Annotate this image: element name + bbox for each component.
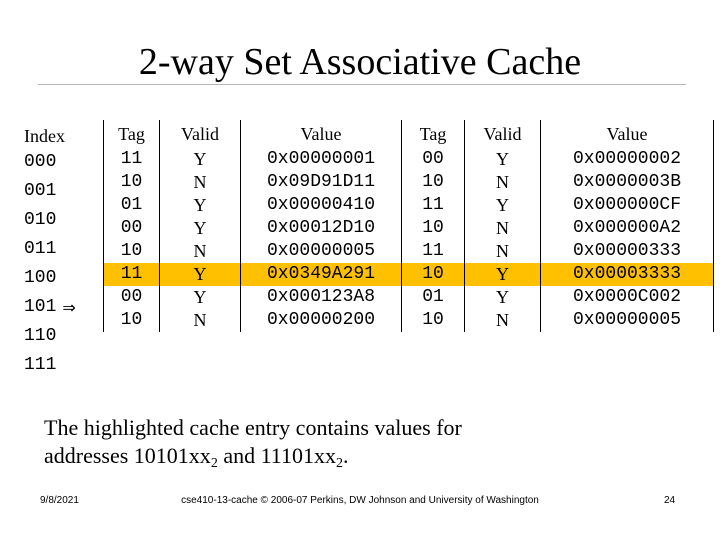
way2-valid: Y bbox=[465, 194, 541, 217]
slide-title: 2-way Set Associative Cache bbox=[138, 41, 582, 83]
way1-value: 0x00000005 bbox=[241, 240, 402, 263]
cache-row bbox=[104, 148, 714, 171]
way2-tag: 11 bbox=[402, 194, 465, 217]
way2-valid: Y bbox=[465, 148, 541, 171]
way1-tag: 11 bbox=[104, 148, 160, 171]
way2-tag: 10 bbox=[402, 217, 465, 240]
way2-valid: Y bbox=[465, 286, 541, 309]
cache-row bbox=[104, 194, 714, 217]
way2-tag-header: Tag bbox=[402, 120, 465, 148]
period: . bbox=[342, 443, 349, 468]
way1-valid: N bbox=[160, 171, 241, 194]
way2-valid: N bbox=[465, 309, 541, 332]
index-value: 011 bbox=[24, 239, 57, 259]
index-cell bbox=[24, 148, 104, 177]
title-underline bbox=[38, 84, 686, 85]
way1-value: 0x00000410 bbox=[241, 194, 402, 217]
address-2: and 11101xx bbox=[217, 443, 336, 468]
way2-valid: N bbox=[465, 240, 541, 263]
index-column bbox=[24, 124, 104, 380]
index-cell bbox=[24, 206, 104, 235]
way2-valid: Y bbox=[465, 263, 541, 286]
description-text bbox=[44, 414, 684, 478]
index-cell bbox=[24, 351, 104, 380]
way1-value: 0x0349A291 bbox=[241, 263, 402, 286]
pointer-arrow-icon: ⇒ bbox=[62, 298, 76, 317]
way1-tag: 10 bbox=[104, 309, 160, 332]
way2-value: 0x0000003B bbox=[541, 171, 714, 194]
index-cell bbox=[24, 177, 104, 206]
description-line-1: The highlighted cache entry contains values for bbox=[44, 415, 462, 440]
way2-value: 0x000000A2 bbox=[541, 217, 714, 240]
way1-tag: 11 bbox=[104, 263, 160, 286]
way2-value: 0x00000333 bbox=[541, 240, 714, 263]
way1-value: 0x00012D10 bbox=[241, 217, 402, 240]
subscript-1: 2 bbox=[210, 456, 218, 471]
way2-tag: 00 bbox=[402, 148, 465, 171]
way1-tag: 10 bbox=[104, 171, 160, 194]
way1-tag: 01 bbox=[104, 194, 160, 217]
way1-tag: 00 bbox=[104, 217, 160, 240]
cache-table bbox=[103, 120, 714, 332]
index-value: 001 bbox=[24, 181, 57, 201]
way2-value: 0x00000002 bbox=[541, 148, 714, 171]
cache-row bbox=[104, 309, 714, 332]
way1-value: 0x000123A8 bbox=[241, 286, 402, 309]
subscript-2: 2 bbox=[335, 456, 343, 471]
way2-tag: 10 bbox=[402, 171, 465, 194]
way2-tag: 10 bbox=[402, 309, 465, 332]
way2-value-header: Value bbox=[541, 120, 714, 148]
index-header: Index bbox=[24, 126, 65, 146]
way1-valid: N bbox=[160, 309, 241, 332]
index-cell bbox=[24, 264, 104, 293]
footer-page-number: 24 bbox=[664, 495, 676, 506]
way1-tag-header: Tag bbox=[104, 120, 160, 148]
way2-value: 0x00003333 bbox=[541, 263, 714, 286]
way1-value: 0x09D91D11 bbox=[241, 171, 402, 194]
index-cell bbox=[24, 322, 104, 351]
description-line-2 bbox=[44, 442, 684, 478]
way2-valid: N bbox=[465, 217, 541, 240]
way1-valid-header: Valid bbox=[160, 120, 241, 148]
way2-value: 0x000000CF bbox=[541, 194, 714, 217]
cache-row-highlighted bbox=[104, 263, 714, 286]
way1-valid: Y bbox=[160, 263, 241, 286]
way1-value: 0x00000001 bbox=[241, 148, 402, 171]
way2-valid: N bbox=[465, 171, 541, 194]
way1-tag: 00 bbox=[104, 286, 160, 309]
way2-value: 0x00000005 bbox=[541, 309, 714, 332]
way1-valid: N bbox=[160, 240, 241, 263]
footer-credit: cse410-13-cache © 2006-07 Perkins, DW Johnson and University of Washington bbox=[181, 495, 539, 506]
way2-tag: 11 bbox=[402, 240, 465, 263]
way1-value: 0x00000200 bbox=[241, 309, 402, 332]
way2-value: 0x0000C002 bbox=[541, 286, 714, 309]
index-value: 100 bbox=[24, 268, 57, 288]
index-value: 111 bbox=[24, 355, 57, 375]
way2-tag: 01 bbox=[402, 286, 465, 309]
way1-value-header: Value bbox=[241, 120, 402, 148]
index-cell bbox=[24, 235, 104, 264]
way1-valid: Y bbox=[160, 148, 241, 171]
way1-valid: Y bbox=[160, 194, 241, 217]
footer-date: 9/8/2021 bbox=[40, 495, 79, 506]
index-value: 110 bbox=[24, 326, 57, 346]
way1-tag: 10 bbox=[104, 240, 160, 263]
cache-row bbox=[104, 286, 714, 309]
index-value: 010 bbox=[24, 210, 57, 230]
address-1: addresses 10101xx bbox=[44, 443, 211, 468]
index-value: 000 bbox=[24, 152, 57, 172]
cache-header-row bbox=[104, 120, 714, 148]
way2-valid-header: Valid bbox=[465, 120, 541, 148]
way1-valid: Y bbox=[160, 286, 241, 309]
cache-row bbox=[104, 217, 714, 240]
cache-row bbox=[104, 240, 714, 263]
way1-valid: Y bbox=[160, 217, 241, 240]
cache-row bbox=[104, 171, 714, 194]
index-value: 101 bbox=[24, 297, 57, 317]
index-cell bbox=[24, 293, 104, 322]
way2-tag: 10 bbox=[402, 263, 465, 286]
